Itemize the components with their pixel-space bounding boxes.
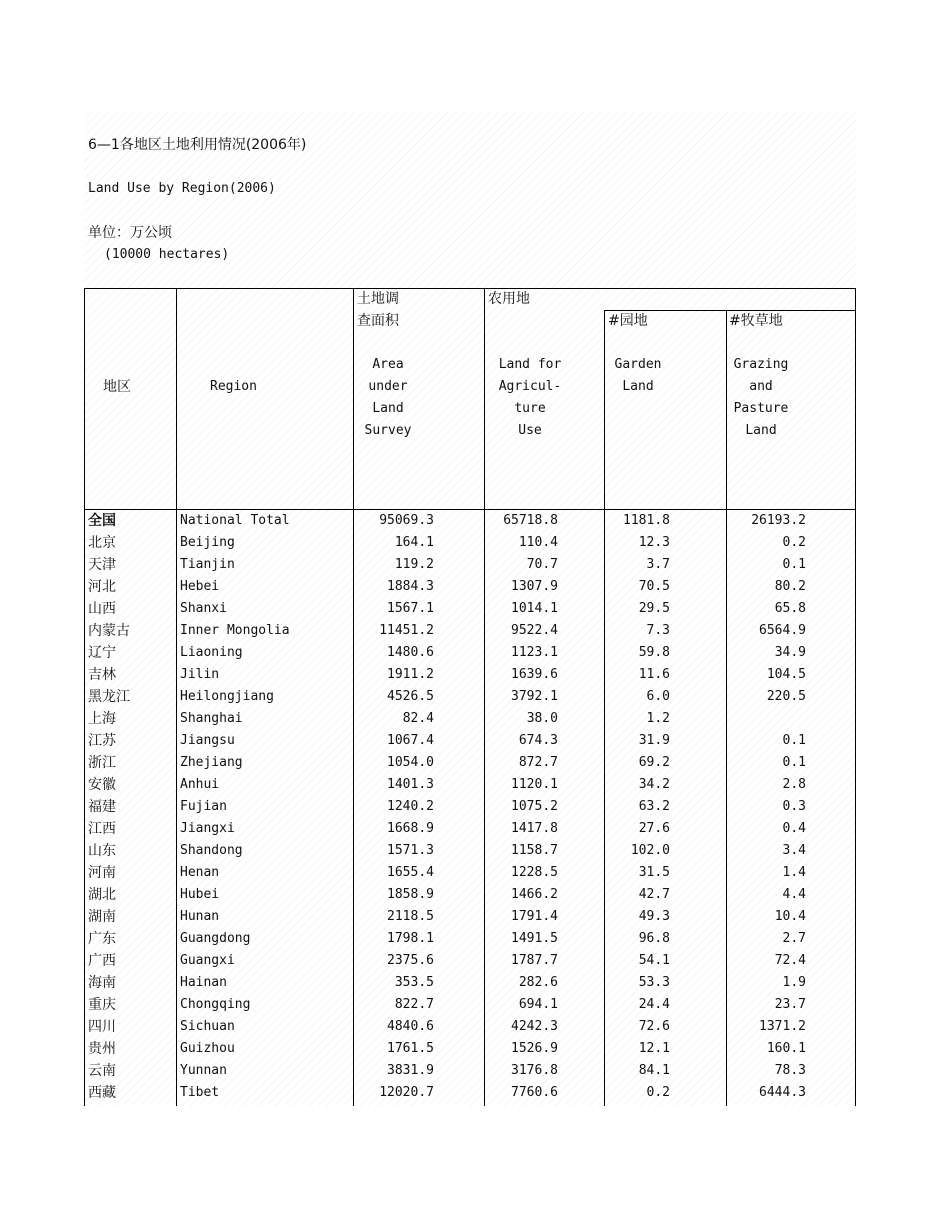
grazing-land-value: 0.4 <box>782 821 806 836</box>
header-area-en: Area <box>372 357 404 372</box>
unit-label-english: (10000 hectares) <box>104 247 230 262</box>
table-row <box>84 928 856 950</box>
region-name-zh: 广东 <box>88 931 116 947</box>
header-area-zh: 土地调 <box>357 291 399 307</box>
header-garden-zh: #园地 <box>608 313 648 329</box>
region-name-zh: 天津 <box>88 557 116 573</box>
header-region-en: Region <box>210 379 257 394</box>
grazing-land-value: 1.4 <box>782 865 806 880</box>
region-name-en: Jiangsu <box>180 733 235 748</box>
agricultural-land-value: 1158.7 <box>511 843 558 858</box>
grazing-land-value: 0.1 <box>782 557 806 572</box>
garden-land-value: 102.0 <box>630 843 670 858</box>
region-name-en: Hunan <box>180 909 220 924</box>
header-garden-en: Land <box>622 379 654 394</box>
land-survey-area-value: 2375.6 <box>387 953 434 968</box>
land-survey-area-value: 4526.5 <box>387 689 434 704</box>
region-name-en: Shanghai <box>180 711 243 726</box>
table-row <box>84 818 856 840</box>
garden-land-value: 31.5 <box>638 865 670 880</box>
region-name-zh: 湖南 <box>88 909 116 925</box>
agricultural-land-value: 3176.8 <box>511 1063 558 1078</box>
land-survey-area-value: 164.1 <box>394 535 434 550</box>
land-survey-area-value: 1567.1 <box>387 601 434 616</box>
region-name-en: Yunnan <box>180 1063 227 1078</box>
header-grazing-en: Pasture <box>733 401 789 416</box>
region-name-en: Chongqing <box>180 997 251 1012</box>
header-area-en: Survey <box>364 423 412 438</box>
grazing-land-value: 6444.3 <box>759 1085 806 1100</box>
region-name-zh: 海南 <box>88 975 116 991</box>
land-survey-area-value: 95069.3 <box>379 513 434 528</box>
grazing-land-value: 34.9 <box>774 645 806 660</box>
land-survey-area-value: 1798.1 <box>387 931 434 946</box>
grazing-land-value: 0.1 <box>782 733 806 748</box>
agricultural-land-value: 282.6 <box>518 975 558 990</box>
agricultural-land-value: 872.7 <box>518 755 558 770</box>
garden-land-value: 54.1 <box>638 953 670 968</box>
table-row <box>84 708 856 730</box>
region-name-zh: 全国 <box>88 513 116 529</box>
region-name-en: Shanxi <box>180 601 227 616</box>
agricultural-land-value: 694.1 <box>518 997 558 1012</box>
region-name-zh: 四川 <box>88 1019 116 1035</box>
table-row <box>84 884 856 906</box>
unit-label-chinese: 单位：万公顷 <box>88 225 172 241</box>
table-title-english: Land Use by Region(2006) <box>88 181 276 196</box>
header-region-zh: 地区 <box>103 379 131 395</box>
land-survey-area-value: 1240.2 <box>387 799 434 814</box>
table-row <box>84 840 856 862</box>
region-name-en: Sichuan <box>180 1019 235 1034</box>
agricultural-land-value: 1417.8 <box>511 821 558 836</box>
garden-land-value: 7.3 <box>646 623 670 638</box>
garden-land-value: 63.2 <box>638 799 670 814</box>
land-survey-area-value: 822.7 <box>394 997 434 1012</box>
table-row <box>84 752 856 774</box>
garden-land-value: 84.1 <box>638 1063 670 1078</box>
region-name-en: National Total <box>180 513 290 528</box>
land-survey-area-value: 1668.9 <box>387 821 434 836</box>
region-name-en: Guangdong <box>180 931 251 946</box>
agricultural-land-value: 674.3 <box>518 733 558 748</box>
land-survey-area-value: 11451.2 <box>379 623 434 638</box>
region-name-zh: 江苏 <box>88 733 116 749</box>
header-agri-en: Land for <box>498 357 562 372</box>
region-name-zh: 山东 <box>88 843 116 859</box>
region-name-en: Anhui <box>180 777 220 792</box>
table-row <box>84 906 856 928</box>
garden-land-value: 1181.8 <box>623 513 670 528</box>
agricultural-land-value: 110.4 <box>518 535 558 550</box>
garden-land-value: 6.0 <box>646 689 670 704</box>
grazing-land-value: 2.8 <box>782 777 806 792</box>
region-name-en: Guizhou <box>180 1041 235 1056</box>
table-row <box>84 576 856 598</box>
garden-land-value: 11.6 <box>638 667 670 682</box>
grazing-land-value: 80.2 <box>774 579 806 594</box>
grazing-land-value: 0.3 <box>782 799 806 814</box>
garden-land-value: 34.2 <box>638 777 670 792</box>
agricultural-land-value: 1307.9 <box>511 579 558 594</box>
region-name-zh: 江西 <box>88 821 116 837</box>
region-name-zh: 广西 <box>88 953 116 969</box>
garden-land-value: 12.3 <box>638 535 670 550</box>
grazing-land-value: 10.4 <box>774 909 806 924</box>
table-row <box>84 774 856 796</box>
region-name-zh: 浙江 <box>88 755 116 771</box>
header-grazing-en: and <box>749 379 773 394</box>
region-name-zh: 北京 <box>88 535 116 551</box>
header-agri-en: ture <box>514 401 546 416</box>
land-survey-area-value: 1884.3 <box>387 579 434 594</box>
garden-land-value: 53.3 <box>638 975 670 990</box>
agricultural-land-value: 1791.4 <box>511 909 558 924</box>
grazing-land-value: 78.3 <box>774 1063 806 1078</box>
region-name-en: Fujian <box>180 799 227 814</box>
header-area-en: under <box>368 379 408 394</box>
garden-land-value: 1.2 <box>646 711 670 726</box>
land-survey-area-value: 1054.0 <box>387 755 434 770</box>
grazing-land-value: 1.9 <box>782 975 806 990</box>
region-name-zh: 云南 <box>88 1063 116 1079</box>
agricultural-land-value: 1466.2 <box>511 887 558 902</box>
region-name-zh: 安徽 <box>88 777 116 793</box>
region-name-zh: 河北 <box>88 579 116 595</box>
region-name-en: Hubei <box>180 887 220 902</box>
region-name-zh: 吉林 <box>88 667 116 683</box>
region-name-en: Jiangxi <box>180 821 235 836</box>
table-row <box>84 598 856 620</box>
region-name-en: Liaoning <box>180 645 243 660</box>
garden-land-value: 59.8 <box>638 645 670 660</box>
garden-land-value: 0.2 <box>646 1085 670 1100</box>
region-name-zh: 西藏 <box>88 1085 116 1101</box>
table-row <box>84 686 856 708</box>
land-survey-area-value: 1571.3 <box>387 843 434 858</box>
table-row <box>84 796 856 818</box>
grazing-land-value: 26193.2 <box>751 513 806 528</box>
agricultural-land-value: 9522.4 <box>511 623 558 638</box>
grazing-land-value: 23.7 <box>774 997 806 1012</box>
region-name-en: Shandong <box>180 843 243 858</box>
garden-land-value: 70.5 <box>638 579 670 594</box>
agricultural-land-value: 7760.6 <box>511 1085 558 1100</box>
land-survey-area-value: 1480.6 <box>387 645 434 660</box>
garden-land-value: 49.3 <box>638 909 670 924</box>
agricultural-land-value: 65718.8 <box>503 513 558 528</box>
table-row <box>84 1082 856 1104</box>
land-survey-area-value: 82.4 <box>402 711 434 726</box>
land-survey-area-value: 119.2 <box>394 557 434 572</box>
region-name-zh: 贵州 <box>88 1041 116 1057</box>
table-row <box>84 554 856 576</box>
region-name-zh: 上海 <box>88 711 116 727</box>
header-garden-en: Garden <box>614 357 662 372</box>
garden-land-value: 42.7 <box>638 887 670 902</box>
table-row <box>84 642 856 664</box>
agricultural-land-value: 38.0 <box>526 711 558 726</box>
table-row <box>84 620 856 642</box>
agricultural-land-value: 1075.2 <box>511 799 558 814</box>
agricultural-land-value: 70.7 <box>526 557 558 572</box>
table-title-chinese: 6—1各地区土地利用情况(2006年) <box>88 137 307 153</box>
table-row <box>84 664 856 686</box>
grazing-land-value: 6564.9 <box>759 623 806 638</box>
agricultural-land-value: 1639.6 <box>511 667 558 682</box>
header-grazing-zh: #牧草地 <box>729 313 783 329</box>
table-row <box>84 1038 856 1060</box>
garden-land-value: 96.8 <box>638 931 670 946</box>
agricultural-land-value: 4242.3 <box>511 1019 558 1034</box>
region-name-en: Heilongjiang <box>180 689 274 704</box>
land-survey-area-value: 1067.4 <box>387 733 434 748</box>
grazing-land-value: 72.4 <box>774 953 806 968</box>
table-row <box>84 972 856 994</box>
agricultural-land-value: 3792.1 <box>511 689 558 704</box>
land-survey-area-value: 1911.2 <box>387 667 434 682</box>
region-name-en: Inner Mongolia <box>180 623 290 638</box>
header-agri-en: Use <box>518 423 542 438</box>
header-agri-zh: 农用地 <box>488 291 530 307</box>
region-name-en: Zhejiang <box>180 755 243 770</box>
land-survey-area-value: 1858.9 <box>387 887 434 902</box>
grazing-land-value: 160.1 <box>766 1041 806 1056</box>
header-grazing-en: Land <box>745 423 777 438</box>
region-name-zh: 黑龙江 <box>88 689 130 705</box>
region-name-en: Tianjin <box>180 557 235 572</box>
garden-land-value: 12.1 <box>638 1041 670 1056</box>
region-name-en: Hebei <box>180 579 220 594</box>
table-row <box>84 532 856 554</box>
land-survey-area-value: 353.5 <box>394 975 434 990</box>
table-row <box>84 1016 856 1038</box>
land-survey-area-value: 4840.6 <box>387 1019 434 1034</box>
agricultural-land-value: 1787.7 <box>511 953 558 968</box>
region-name-zh: 重庆 <box>88 997 116 1013</box>
grazing-land-value: 65.8 <box>774 601 806 616</box>
region-name-zh: 内蒙古 <box>88 623 130 639</box>
grazing-land-value: 0.1 <box>782 755 806 770</box>
table-row <box>84 862 856 884</box>
land-survey-area-value: 2118.5 <box>387 909 434 924</box>
region-name-en: Tibet <box>180 1085 220 1100</box>
land-survey-area-value: 1401.3 <box>387 777 434 792</box>
region-name-en: Jilin <box>180 667 220 682</box>
region-name-en: Beijing <box>180 535 235 550</box>
garden-land-value: 31.9 <box>638 733 670 748</box>
agricultural-land-value: 1120.1 <box>511 777 558 792</box>
grazing-land-value: 0.2 <box>782 535 806 550</box>
garden-land-value: 29.5 <box>638 601 670 616</box>
table-top-border <box>84 288 856 289</box>
land-survey-area-value: 3831.9 <box>387 1063 434 1078</box>
table-row <box>84 510 856 532</box>
agricultural-land-value: 1014.1 <box>511 601 558 616</box>
table-row <box>84 950 856 972</box>
land-survey-area-value: 12020.7 <box>379 1085 434 1100</box>
region-name-zh: 河南 <box>88 865 116 881</box>
grazing-land-value: 3.4 <box>782 843 806 858</box>
header-area-en: Land <box>372 401 404 416</box>
agricultural-land-value: 1491.5 <box>511 931 558 946</box>
region-name-en: Hainan <box>180 975 227 990</box>
region-name-zh: 湖北 <box>88 887 116 903</box>
header-area-zh: 查面积 <box>357 313 399 329</box>
agricultural-land-value: 1123.1 <box>511 645 558 660</box>
region-name-en: Guangxi <box>180 953 235 968</box>
garden-land-value: 27.6 <box>638 821 670 836</box>
grazing-land-value: 4.4 <box>782 887 806 902</box>
land-survey-area-value: 1761.5 <box>387 1041 434 1056</box>
land-survey-area-value: 1655.4 <box>387 865 434 880</box>
grazing-land-value: 1371.2 <box>759 1019 806 1034</box>
garden-land-value: 24.4 <box>638 997 670 1012</box>
grazing-land-value: 220.5 <box>766 689 806 704</box>
region-name-zh: 山西 <box>88 601 116 617</box>
grazing-land-value: 2.7 <box>782 931 806 946</box>
header-agri-en: Agricul- <box>498 379 562 394</box>
region-name-zh: 辽宁 <box>88 645 116 661</box>
header-grazing-en: Grazing <box>733 357 789 372</box>
region-name-en: Henan <box>180 865 220 880</box>
grazing-land-value: 104.5 <box>766 667 806 682</box>
garden-land-value: 69.2 <box>638 755 670 770</box>
table-row <box>84 1060 856 1082</box>
agricultural-land-value: 1526.9 <box>511 1041 558 1056</box>
garden-land-value: 3.7 <box>646 557 670 572</box>
table-row <box>84 730 856 752</box>
region-name-zh: 福建 <box>88 799 116 815</box>
garden-land-value: 72.6 <box>638 1019 670 1034</box>
table-row <box>84 994 856 1016</box>
agricultural-land-value: 1228.5 <box>511 865 558 880</box>
